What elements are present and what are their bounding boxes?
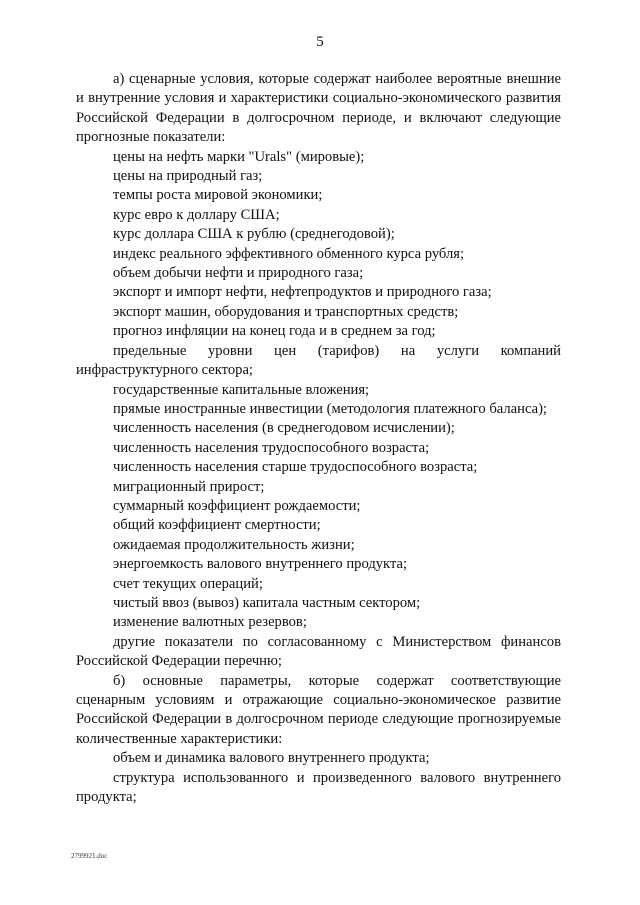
list-item: темпы роста мировой экономики;	[113, 187, 323, 204]
list-item: энергоемкость валового внутреннего продукта;	[113, 556, 408, 573]
list-item: цены на природный газ;	[113, 168, 263, 185]
list-item: чистый ввоз (вывоз) капитала частным сектором;	[113, 594, 421, 611]
list-item: прогноз инфляции на конец года и в среднем за год;	[113, 323, 436, 340]
paragraph: предельные уровни цен (тарифов) на услуги компаний инфраструктурного сектора;	[76, 342, 561, 379]
list-item: государственные капитальные вложения;	[113, 381, 370, 398]
list-item: изменение валютных резервов;	[113, 614, 307, 631]
list-item: цены на нефть марки "Urals" (мировые);	[113, 148, 365, 165]
list-item: экспорт машин, оборудования и транспортных средств;	[113, 303, 459, 320]
paragraph: другие показатели по согласованному с Министерством финансов Российской Федерации перечню;	[76, 633, 561, 670]
paragraph: а) сценарные условия, которые содержат наиболее вероятные внешние и внутренние условия и характеристики социально-экономического развития Российской Федерации в долгосрочном периоде, и включают следующие прогнозные показатели:	[76, 71, 561, 146]
paragraph: б) основные параметры, которые содержат соответствующие сценарным условиям и отражающие социально-экономическое развитие Российской Федерации в долгосрочном периоде следующие прогнозируемые количественные характеристики:	[76, 672, 561, 747]
list-item: миграционный прирост;	[113, 478, 265, 495]
list-item: счет текущих операций;	[113, 575, 263, 592]
list-item: прямые иностранные инвестиции (методология платежного баланса);	[113, 400, 547, 417]
list-item: численность населения (в среднегодовом исчислении);	[113, 420, 455, 437]
list-item: объем и динамика валового внутреннего продукта;	[113, 750, 430, 767]
paragraph: структура использованного и произведенного валового внутреннего продукта;	[76, 769, 561, 806]
list-item: экспорт и импорт нефти, нефтепродуктов и природного газа;	[113, 284, 492, 301]
list-item: численность населения старше трудоспособного возраста;	[113, 459, 478, 476]
list-item: численность населения трудоспособного возраста;	[113, 439, 430, 456]
list-item: объем добычи нефти и природного газа;	[113, 265, 364, 282]
page-number: 5	[316, 34, 324, 50]
list-item: общий коэффициент смертности;	[113, 517, 321, 534]
list-item: курс евро к доллару США;	[113, 206, 280, 223]
list-item: индекс реального эффективного обменного курса рубля;	[113, 245, 465, 262]
document-body	[76, 70, 561, 807]
list-item: ожидаемая продолжительность жизни;	[113, 536, 355, 553]
file-name-footer: 2799921.doc	[71, 852, 108, 860]
list-item: суммарный коэффициент рождаемости;	[113, 497, 361, 514]
list-item: курс доллара США к рублю (среднегодовой);	[113, 226, 395, 243]
